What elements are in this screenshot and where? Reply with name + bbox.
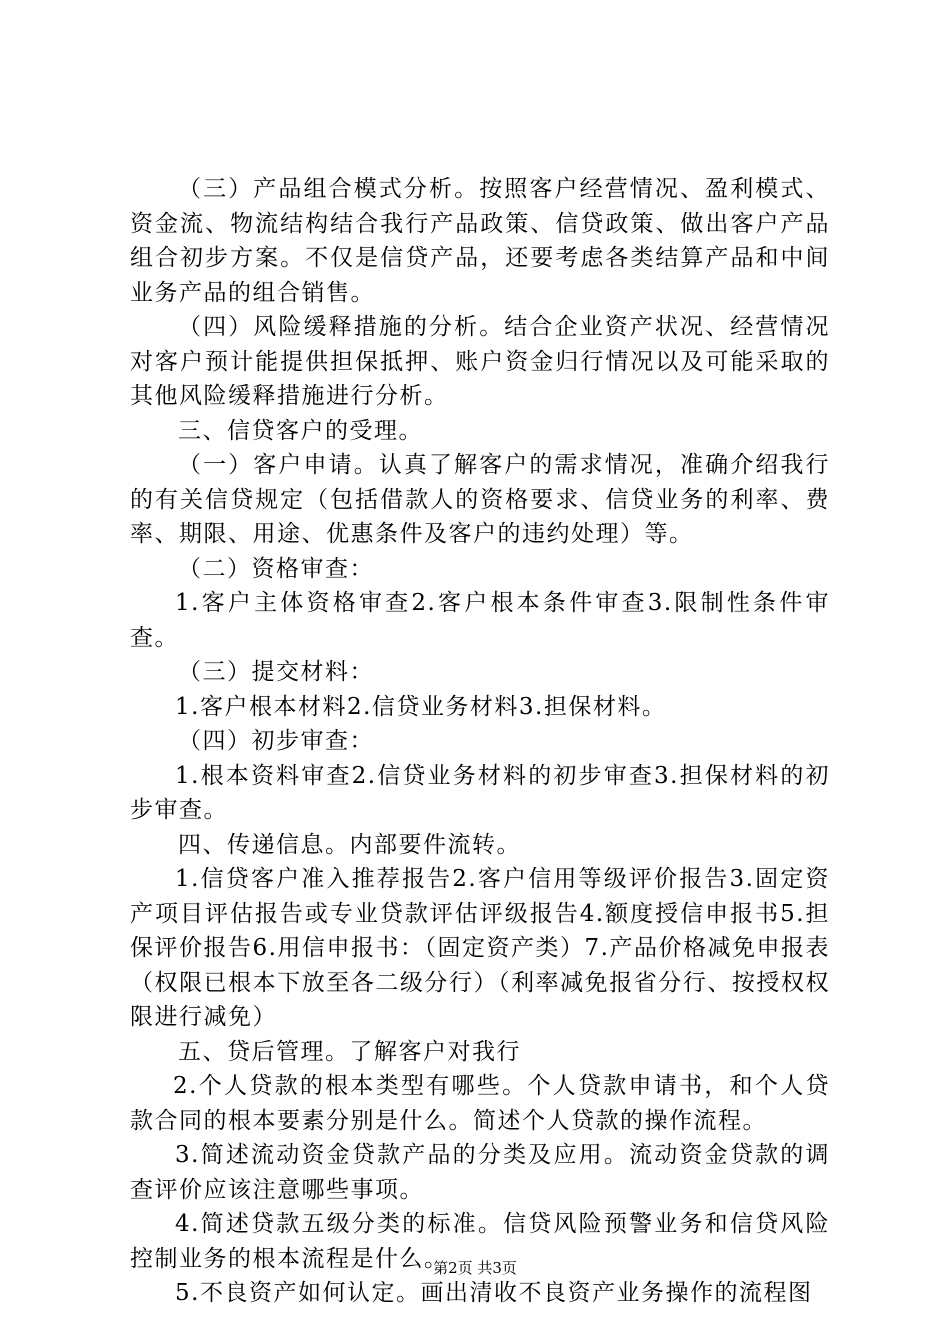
paragraph-risk-mitigation: （四）风险缓释措施的分析。结合企业资产状况、经营情况对客户预计能提供担保抵押、账户资金归行情况以及可能采取的其他风险缓释措施进行分析。 — [130, 314, 830, 409]
question-non-performing-assets: 5.不良资产如何认定。画出清收不良资产业务操作的流程图 — [175, 1280, 813, 1306]
document-body — [130, 172, 830, 1311]
page-number-footer: 第2页 共3页 — [433, 1259, 517, 1277]
heading-section-three: 三、信贷客户的受理。 — [178, 417, 423, 444]
list-qualification-review: 1.客户主体资格审查2.客户根本条件审查3.限制性条件审查。 — [130, 590, 830, 651]
paragraph-customer-application: （一）客户申请。认真了解客户的需求情况，准确介绍我行的有关信贷规定（包括借款人的资格要求、信贷业务的利率、费率、期限、用途、优惠条件及客户的违约处理）等。 — [130, 452, 830, 547]
heading-section-five: 五、贷后管理。了解客户对我行 — [178, 1038, 521, 1065]
list-internal-documents: 1.信贷客户准入推荐报告2.客户信用等级评价报告3.固定资产项目评估报告或专业贷款评估评级报告4.额度授信申报书5.担保评价报告6.用信申报书：（固定资产类）7.产品价格减免申报表（权限已根本下放至各二级分行）（利率减免报省分行、按授权权限进行减免） — [130, 866, 830, 1030]
list-preliminary-review: 1.根本资料审查2.信贷业务材料的初步审查3.担保材料的初步审查。 — [130, 762, 830, 823]
question-working-capital: 3.简述流动资金贷款产品的分类及应用。流动资金贷款的调查评价应该注意哪些事项。 — [130, 1142, 830, 1203]
paragraph-product-combination: （三）产品组合模式分析。按照客户经营情况、盈利模式、资金流、物流结构结合我行产品政策、信贷政策、做出客户产品组合初步方案。不仅是信贷产品，还要考虑各类结算产品和中间业务产品的组合销售。 — [130, 176, 830, 306]
question-personal-loans: 2.个人贷款的根本类型有哪些。个人贷款申请书，和个人贷款合同的根本要素分别是什么。简述个人贷款的操作流程。 — [130, 1073, 830, 1134]
heading-qualification-review: （二）资格审查： — [178, 555, 374, 582]
list-submit-materials: 1.客户根本材料2.信贷业务材料3.担保材料。 — [175, 693, 667, 720]
heading-submit-materials: （三）提交材料： — [178, 659, 374, 685]
question-loan-classification: 4.简述贷款五级分类的标准。信贷风险预警业务和信贷风险控制业务的根本流程是什么。 — [130, 1211, 830, 1272]
heading-preliminary-review: （四）初步审查： — [178, 728, 374, 754]
heading-section-four: 四、传递信息。内部要件流转。 — [178, 831, 521, 858]
